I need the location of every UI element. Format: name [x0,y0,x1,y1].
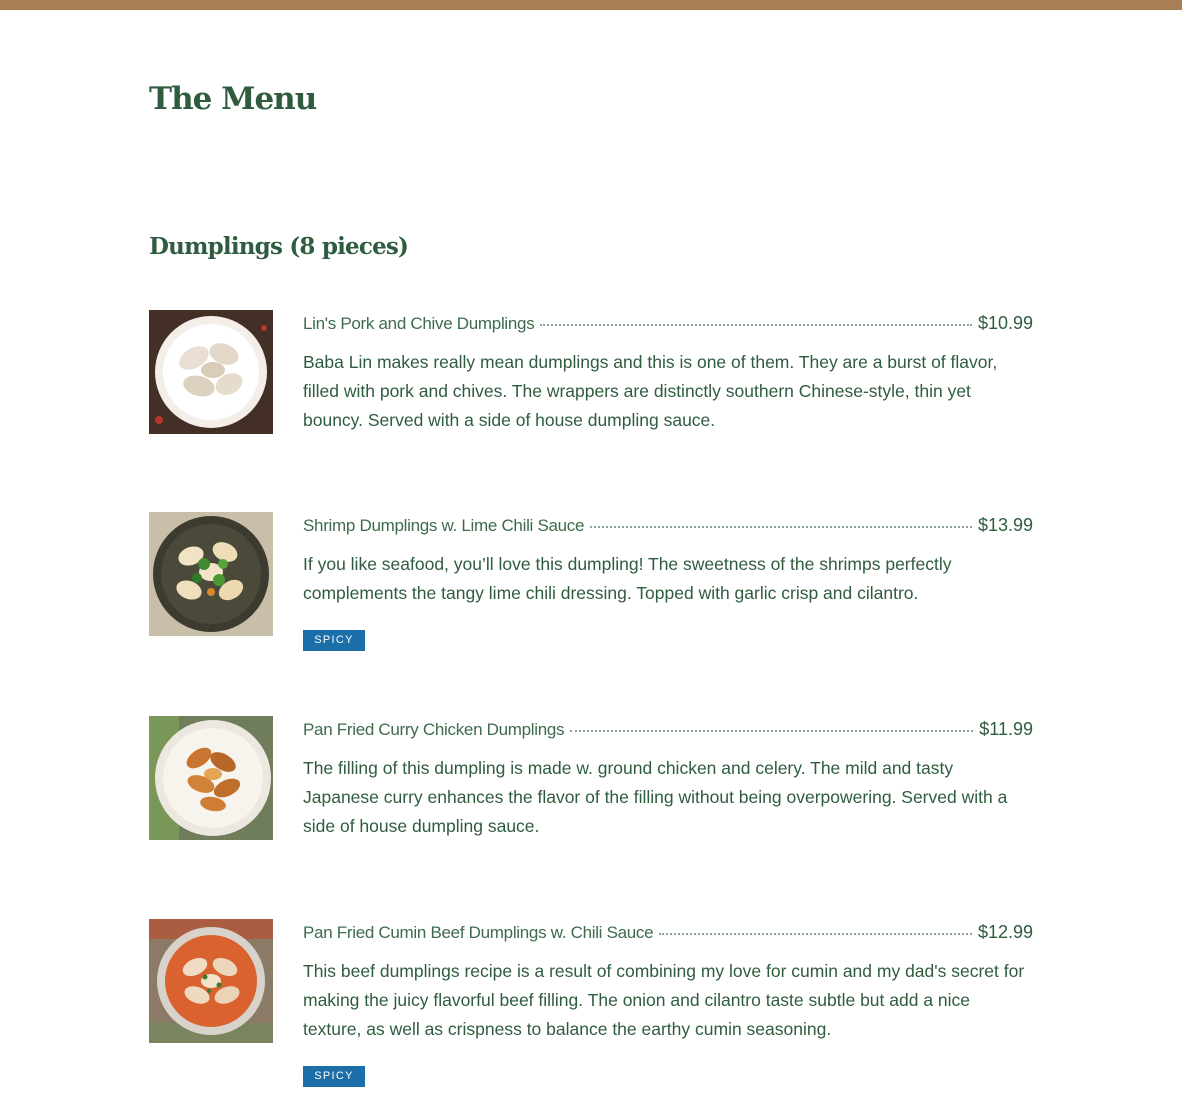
page-title: The Menu [149,81,317,117]
dotted-leader [659,933,972,935]
dotted-leader [590,526,972,528]
item-header [303,310,1033,336]
item-header [303,512,1033,538]
item-description: The filling of this dumpling is made w. ground chicken and celery. The mild and tasty Japanese curry enhances the flavor of the filling without being overpowering. Served with a side of house dumpling sauce. [303,758,1008,836]
dish-photo-pork-chive [149,310,273,434]
item-name: Pan Fried Cumin Beef Dumplings w. Chili Sauce [303,923,654,942]
menu-item-pork-chive [149,310,1033,434]
item-name: Pan Fried Curry Chicken Dumplings [303,720,565,739]
dish-photo-curry-chicken [149,716,273,840]
item-price: $13.99 [977,515,1033,535]
item-price: $10.99 [977,313,1033,333]
dish-photo-cumin-beef [149,919,273,1043]
menu-item-shrimp [149,512,1033,652]
item-description: Baba Lin makes really mean dumplings and this is one of them. They are a burst of flavor, filled with pork and chives. The wrappers are distinctly southern Chinese-style, thin yet bouncy. Served with a side of house dumpling sauce. [303,352,998,430]
item-price: $12.99 [977,922,1033,942]
dotted-leader [570,730,973,732]
dish-photo-shrimp [149,512,273,636]
dotted-leader [540,324,972,326]
item-name: Lin's Pork and Chive Dumplings [303,314,535,333]
menu-item-cumin-beef [149,919,1033,1087]
item-header [303,919,1033,945]
spicy-badge: SPICY [303,630,365,651]
item-description: If you like seafood, you’ll love this dumpling! The sweetness of the shrimps perfectly complements the tangy lime chili dressing. Topped with garlic crisp and cilantro. [303,554,952,603]
item-header [303,716,1033,742]
menu-item-curry-chicken [149,716,1033,840]
section-title: Dumplings (8 pieces) [149,233,409,260]
top-accent-bar [0,0,1182,10]
item-price: $11.99 [979,719,1033,739]
item-description: This beef dumplings recipe is a result of combining my love for cumin and my dad's secret for making the juicy flavorful beef filling. The onion and cilantro taste subtle but add a nice texture, as well as crispness to balance the earthy cumin seasoning. [303,961,1025,1039]
item-name: Shrimp Dumplings w. Lime Chili Sauce [303,516,585,535]
spicy-badge: SPICY [303,1066,365,1087]
